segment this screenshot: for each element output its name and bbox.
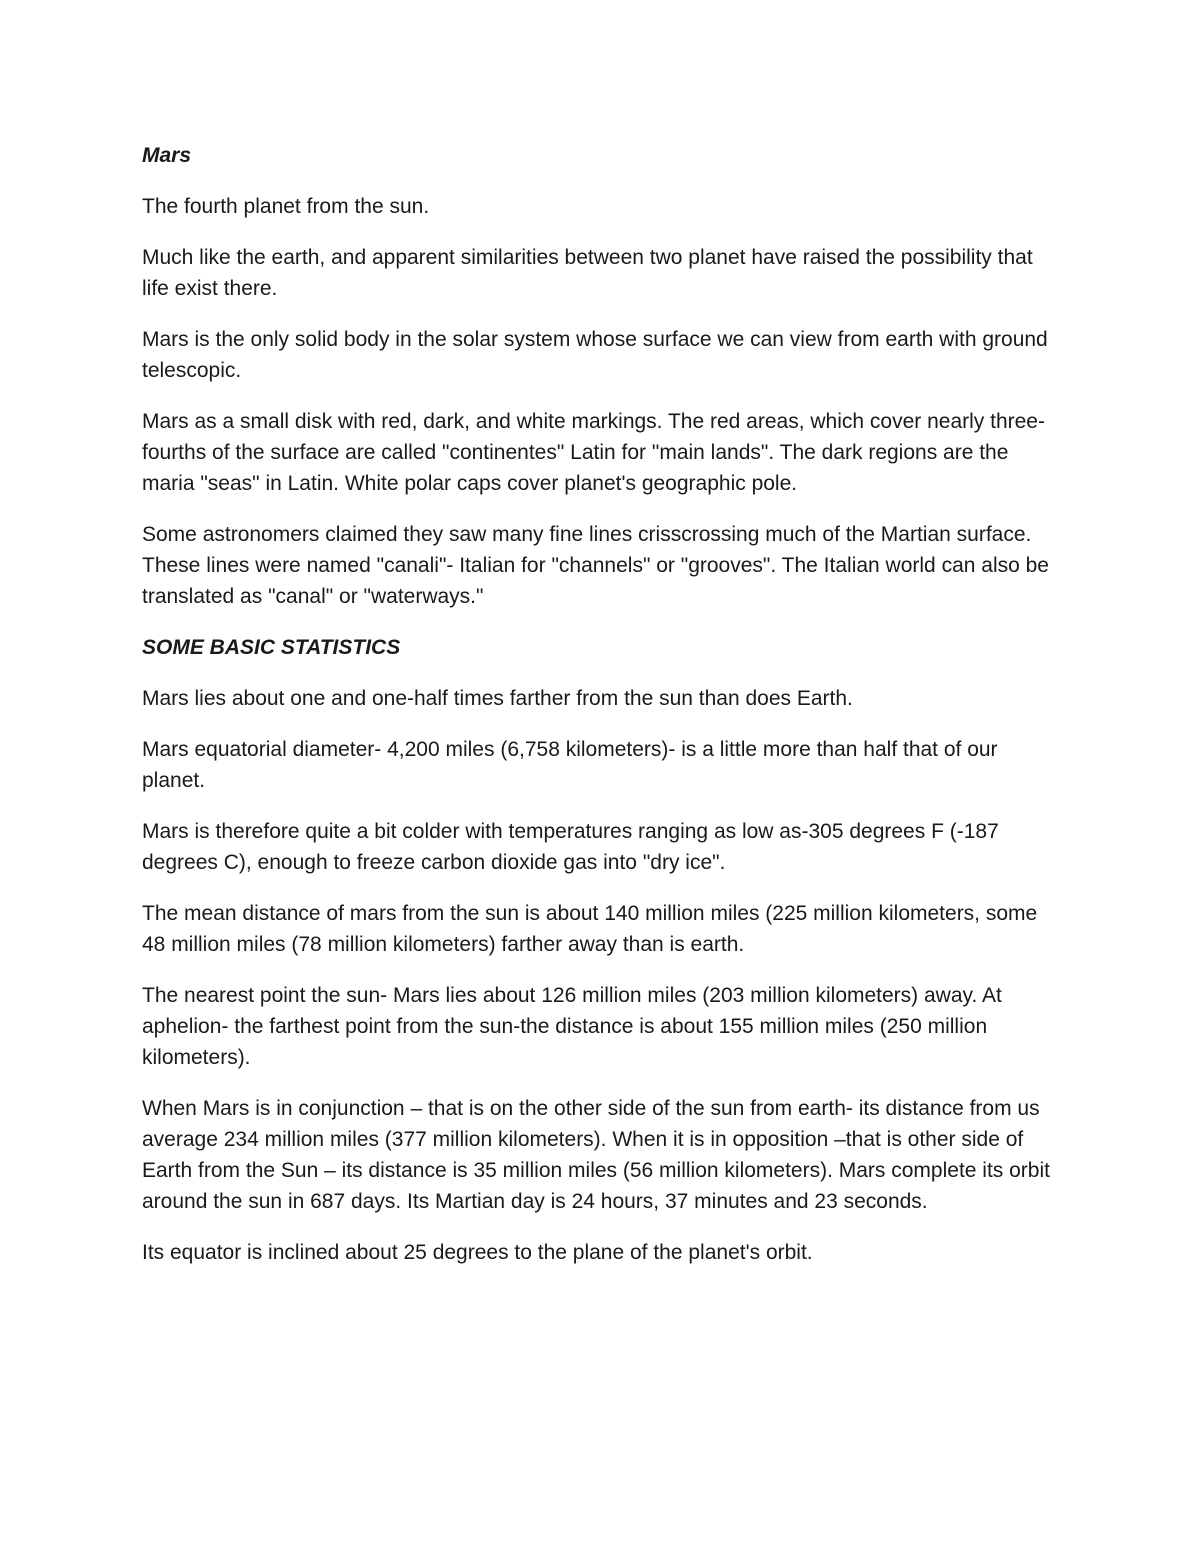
intro-paragraph: Mars as a small disk with red, dark, and white markings. The red areas, which cover nearly three-fourths of the surface are called "continentes" Latin for "main lands". The dark regions are the maria "seas" in Latin. White polar caps cover planet's geographic pole. <box>142 410 1045 495</box>
stats-paragraph: Its equator is inclined about 25 degrees to the plane of the planet's orbit. <box>142 1241 813 1264</box>
stats-paragraph: When Mars is in conjunction – that is on the other side of the sun from earth- its distance from us average 234 million miles (377 million kilometers). When it is in opposition –that is other side of Earth from the Sun – its distance is 35 million miles (56 million kilometers). Mars complete its orbit around the sun in 687 days. Its Martian day is 24 hours, 37 minutes and 23 seconds. <box>142 1097 1050 1213</box>
stats-paragraph: Mars is therefore quite a bit colder with temperatures ranging as low as-305 degrees F (-187 degrees C), enough to freeze carbon dioxide gas into "dry ice". <box>142 820 999 874</box>
stats-paragraph: Mars lies about one and one-half times farther from the sun than does Earth. <box>142 687 853 710</box>
stats-paragraph: Mars equatorial diameter- 4,200 miles (6,758 kilometers)- is a little more than half that of our planet. <box>142 738 998 792</box>
intro-paragraph: Some astronomers claimed they saw many fine lines crisscrossing much of the Martian surface. These lines were named "canali"- Italian for "channels" or "grooves". The Italian world can also be translated as "canal" or "waterways." <box>142 523 1049 608</box>
intro-paragraph: Mars is the only solid body in the solar system whose surface we can view from earth with ground telescopic. <box>142 328 1048 382</box>
section-heading: SOME BASIC STATISTICS <box>142 636 401 659</box>
intro-paragraph: Much like the earth, and apparent similarities between two planet have raised the possibility that life exist there. <box>142 246 1033 300</box>
document-page <box>142 140 1062 1288</box>
stats-paragraph: The mean distance of mars from the sun is about 140 million miles (225 million kilometers, some 48 million miles (78 million kilometers) farther away than is earth. <box>142 902 1038 956</box>
stats-paragraph: The nearest point the sun- Mars lies about 126 million miles (203 million kilometers) away. At aphelion- the farthest point from the sun-the distance is about 155 million miles (250 million kilometers). <box>142 984 1002 1069</box>
intro-paragraph: The fourth planet from the sun. <box>142 195 430 218</box>
document-title: Mars <box>142 144 192 167</box>
